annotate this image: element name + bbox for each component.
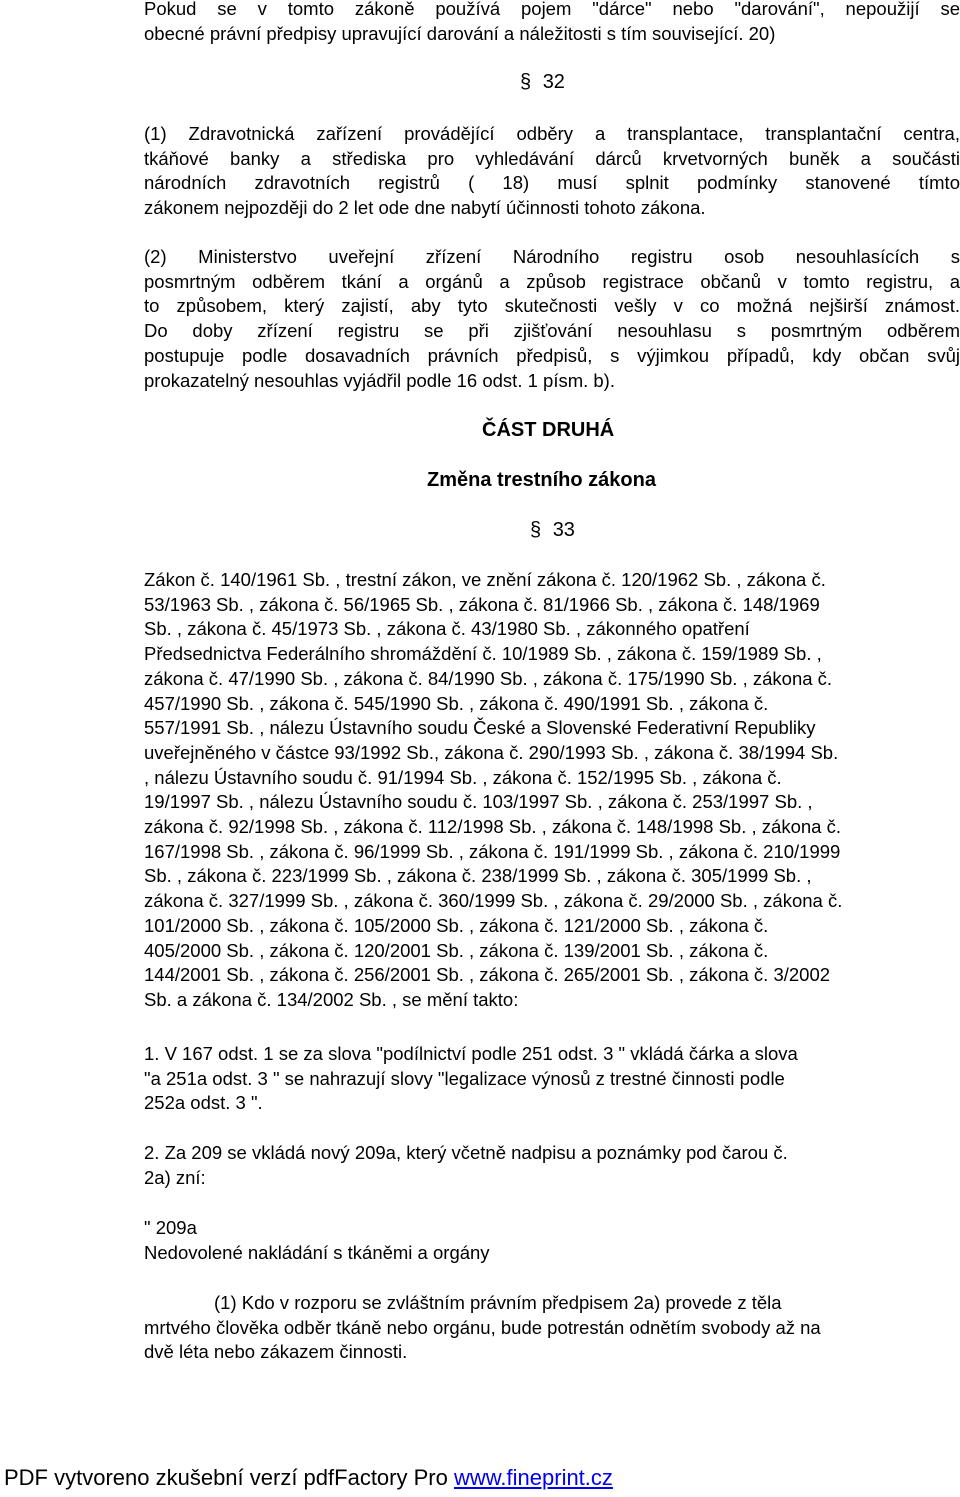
text-line: zákonem nejpozději do 2 let ode dne nabytí účinnosti tohoto zákona. <box>144 197 706 219</box>
text-line: uveřejněného v částce 93/1992 Sb., zákona č. 290/1993 Sb. , zákona č. 38/1994 Sb. <box>144 741 839 763</box>
text-line: 405/2000 Sb. , zákona č. 120/2001 Sb. , zákona č. 139/2001 Sb. , zákona č. <box>144 939 769 961</box>
text-line: 2a) zní: <box>144 1166 206 1188</box>
text-line: "a 251a odst. 3 " se nahrazují slovy "legalizace výnosů z trestné činnosti podle <box>144 1067 785 1089</box>
text-line: 557/1991 Sb. , nálezu Ústavního soudu České a Slovenské Federativní Republiky <box>144 717 816 739</box>
quoted-section <box>144 1216 960 1265</box>
text-line: obecné právní předpisy upravující darování a náležitosti s tím související. 20) <box>144 22 776 44</box>
text-line: 252a odst. 3 ". <box>144 1092 263 1114</box>
footer-link[interactable]: www.fineprint.cz <box>453 1465 613 1490</box>
text-line: 101/2000 Sb. , zákona č. 105/2000 Sb. , zákona č. 121/2000 Sb. , zákona č. <box>144 914 769 936</box>
text-line: posmrtným odběrem tkání a orgánů a způsob registrace občanů v tomto registru, a <box>144 270 960 292</box>
text-line: 167/1998 Sb. , zákona č. 96/1999 Sb. , zákona č. 191/1999 Sb. , zákona č. 210/1999 <box>144 840 841 862</box>
section-sign: § <box>520 71 532 93</box>
section-32-heading <box>520 70 565 95</box>
text-line: prokazatelný nesouhlas vyjádřil podle 16 odst. 1 písm. b). <box>144 369 615 391</box>
part-subheading: Změna trestního zákona <box>427 469 656 491</box>
text-line: 2. Za 209 se vkládá nový 209a, který včetně nadpisu a poznámky pod čarou č. <box>144 1142 788 1163</box>
intro-paragraph <box>144 0 960 46</box>
text-line: 19/1997 Sb. , nálezu Ústavního soudu č. 103/1997 Sb. , zákona č. 253/1997 Sb. , <box>144 791 813 813</box>
text-line: dvě léta nebo zákazem činnosti. <box>144 1341 408 1363</box>
text-line: to způsobem, který zajistí, aby tyto skutečnosti vešly v co možná nejširší známost. <box>144 295 960 317</box>
text-line: Předsednictva Federálního shromáždění č. 10/1989 Sb. , zákona č. 159/1989 Sb. , <box>144 643 822 665</box>
quoted-paragraph <box>144 1291 960 1365</box>
text-line: (1) Zdravotnická zařízení provádějící odběry a transplantace, transplantační centra, <box>144 123 960 144</box>
section-32-paragraph-1 <box>144 122 960 221</box>
text-line: Sb. a zákona č. 134/2002 Sb. , se mění takto: <box>144 988 519 1010</box>
text-line: mrtvého člověka odběr tkáně nebo orgánu, bude potrestán odnětím svobody až na <box>144 1316 821 1338</box>
section-32-paragraph-2 <box>144 245 960 393</box>
amendment-item-1 <box>144 1042 960 1116</box>
section-33-heading <box>530 518 575 543</box>
text-line: Sb. , zákona č. 45/1973 Sb. , zákona č. 43/1980 Sb. , zákonného opatření <box>144 618 750 640</box>
text-line: tkáňové banky a střediska pro vyhledávání dárců krvetvorných buněk a součásti <box>144 147 960 169</box>
section-sign: § <box>530 519 542 541</box>
text-line: Zákon č. 140/1961 Sb. , trestní zákon, ve znění zákona č. 120/1962 Sb. , zákona č. <box>144 569 826 590</box>
text-line: zákona č. 327/1999 Sb. , zákona č. 360/1999 Sb. , zákona č. 29/2000 Sb. , zákona č. <box>144 890 843 912</box>
text-line: , nálezu Ústavního soudu č. 91/1994 Sb. , zákona č. 152/1995 Sb. , zákona č. <box>144 766 782 788</box>
text-line: zákona č. 47/1990 Sb. , zákona č. 84/1990 Sb. , zákona č. 175/1990 Sb. , zákona č. <box>144 667 833 689</box>
footer-text: PDF vytvoreno zkušební verzí pdfFactory Pro <box>4 1465 448 1490</box>
pdf-footer <box>4 1464 613 1492</box>
text-line: 457/1990 Sb. , zákona č. 545/1990 Sb. , zákona č. 490/1991 Sb. , zákona č. <box>144 692 769 714</box>
part-heading: ČÁST DRUHÁ <box>482 419 615 441</box>
text-line: národních zdravotních registrů ( 18) musí splnit podmínky stanovené tímto <box>144 172 960 194</box>
text-line: Do doby zřízení registru se při zjišťování nesouhlasu s posmrtným odběrem <box>144 320 960 342</box>
text-line: postupuje podle dosavadních právních předpisů, s výjimkou případů, kdy občan svůj <box>144 344 960 366</box>
quoted-section-title: Nedovolené nakládání s tkáněmi a orgány <box>144 1241 490 1263</box>
text-line: Sb. , zákona č. 223/1999 Sb. , zákona č. 238/1999 Sb. , zákona č. 305/1999 Sb. , <box>144 865 812 887</box>
amendment-item-2 <box>144 1141 960 1190</box>
text-line: 53/1963 Sb. , zákona č. 56/1965 Sb. , zákona č. 81/1966 Sb. , zákona č. 148/1969 <box>144 593 820 615</box>
text-line: 144/2001 Sb. , zákona č. 256/2001 Sb. , zákona č. 265/2001 Sb. , zákona č. 3/2002 <box>144 964 831 986</box>
text-line: (2) Ministerstvo uveřejní zřízení Národního registru osob nesouhlasících s <box>144 246 960 267</box>
amendments-paragraph <box>144 568 960 1013</box>
text-line: (1) Kdo v rozporu se zvláštním právním předpisem 2a) provede z těla <box>214 1292 782 1313</box>
quoted-section-number: " 209a <box>144 1217 197 1238</box>
section-number: 33 <box>552 519 575 541</box>
text-line: Pokud se v tomto zákoně používá pojem "dárce" nebo "darování", nepoužijí se <box>144 0 960 19</box>
text-line: zákona č. 92/1998 Sb. , zákona č. 112/1998 Sb. , zákona č. 148/1998 Sb. , zákona č. <box>144 816 841 838</box>
text-line: 1. V 167 odst. 1 se za slova "podílnictví podle 251 odst. 3 " vkládá čárka a slova <box>144 1043 798 1064</box>
section-number: 32 <box>542 71 565 93</box>
